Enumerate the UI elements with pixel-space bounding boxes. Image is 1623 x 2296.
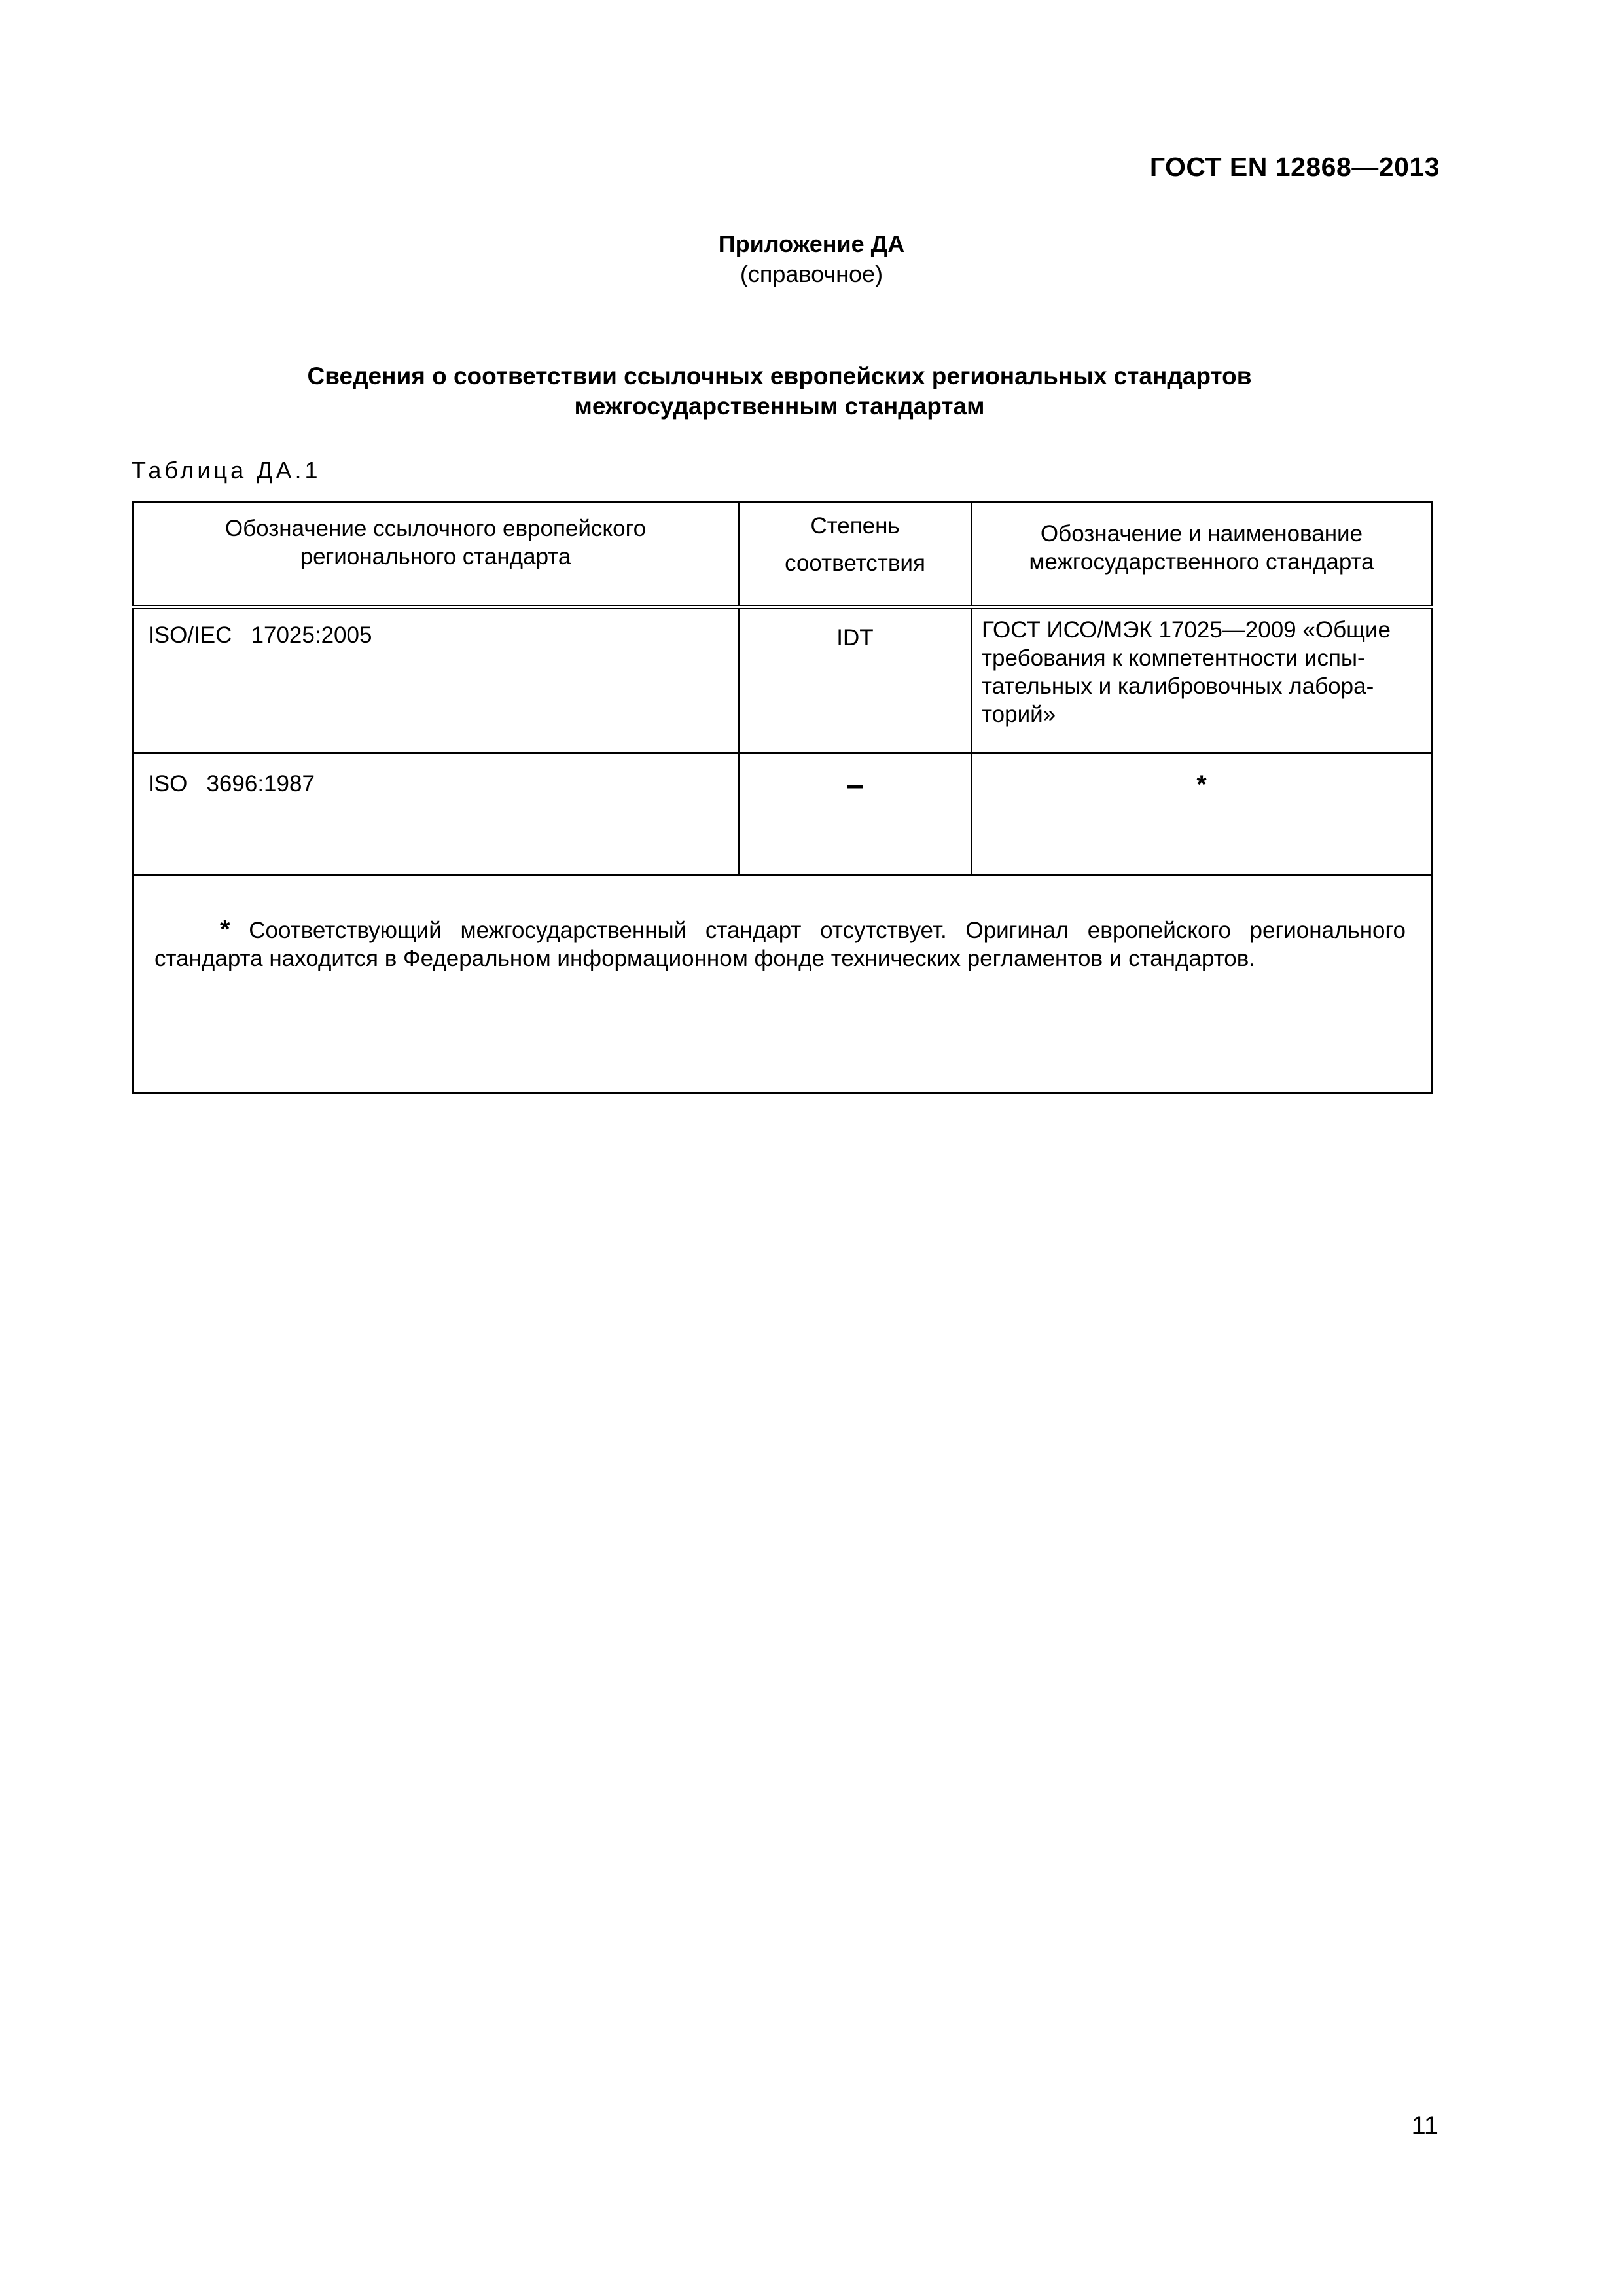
header-interstate-standard-line2: межгосударственного стандарта	[1029, 549, 1374, 575]
table-row	[133, 753, 1432, 876]
table-note-row	[133, 876, 1432, 1094]
cell-interstate-standard	[972, 607, 1432, 753]
header-european-standard	[133, 502, 739, 607]
dash-mark: –	[846, 768, 864, 802]
header-interstate-standard	[972, 502, 1432, 607]
footnote-text: Соответствующий межгосударственный стандарт отсутствует. Оригинал европейского регионального стандарта находится в Федеральном информационном фонде технических регламентов и стандартов.	[154, 918, 1406, 971]
footnote-text-block	[154, 916, 1406, 973]
table-header-row	[133, 502, 1432, 607]
correspondence-table	[132, 501, 1433, 1094]
cell-interstate-line: ГОСТ ИСО/МЭК 17025—2009 «Общие	[982, 617, 1391, 643]
section-heading	[0, 361, 1559, 422]
asterisk-mark: *	[1196, 770, 1207, 799]
cell-interstate-line: тательных и калибровочных лабора-	[982, 673, 1374, 699]
cell-interstate-line: требования к компетентности испы-	[982, 645, 1365, 671]
header-european-standard-line2: регионального стандарта	[300, 544, 571, 569]
document-code: ГОСТ EN 12868—2013	[1149, 152, 1440, 182]
page-number: 11	[1411, 2111, 1438, 2140]
header-interstate-standard-line1: Обозначение и наименование	[1040, 521, 1363, 547]
header-degree-line2: соответствия	[785, 550, 925, 576]
appendix-subtitle: (справочное)	[740, 260, 883, 287]
header-degree-line1: Степень	[810, 513, 900, 539]
appendix-title: Приложение ДА	[718, 230, 905, 257]
cell-reference-standard: ISO 3696:1987	[133, 753, 739, 876]
table-footnote	[133, 876, 1432, 1094]
cell-reference-standard: ISO/IEC 17025:2005	[133, 607, 739, 753]
appendix-title-block	[0, 229, 1623, 289]
section-heading-line1: Сведения о соответствии ссылочных европейских региональных стандартов	[307, 363, 1252, 389]
cell-interstate-standard	[972, 753, 1432, 876]
cell-degree: IDT	[739, 607, 972, 753]
table-caption: Таблица ДА.1	[132, 457, 321, 484]
section-heading-line2: межгосударственным стандартам	[574, 393, 985, 420]
table-row	[133, 607, 1432, 753]
footnote-asterisk: *	[220, 915, 230, 944]
cell-interstate-line: торий»	[982, 702, 1056, 727]
header-degree	[739, 502, 972, 607]
cell-degree	[739, 753, 972, 876]
header-european-standard-line1: Обозначение ссылочного европейского	[224, 516, 647, 541]
